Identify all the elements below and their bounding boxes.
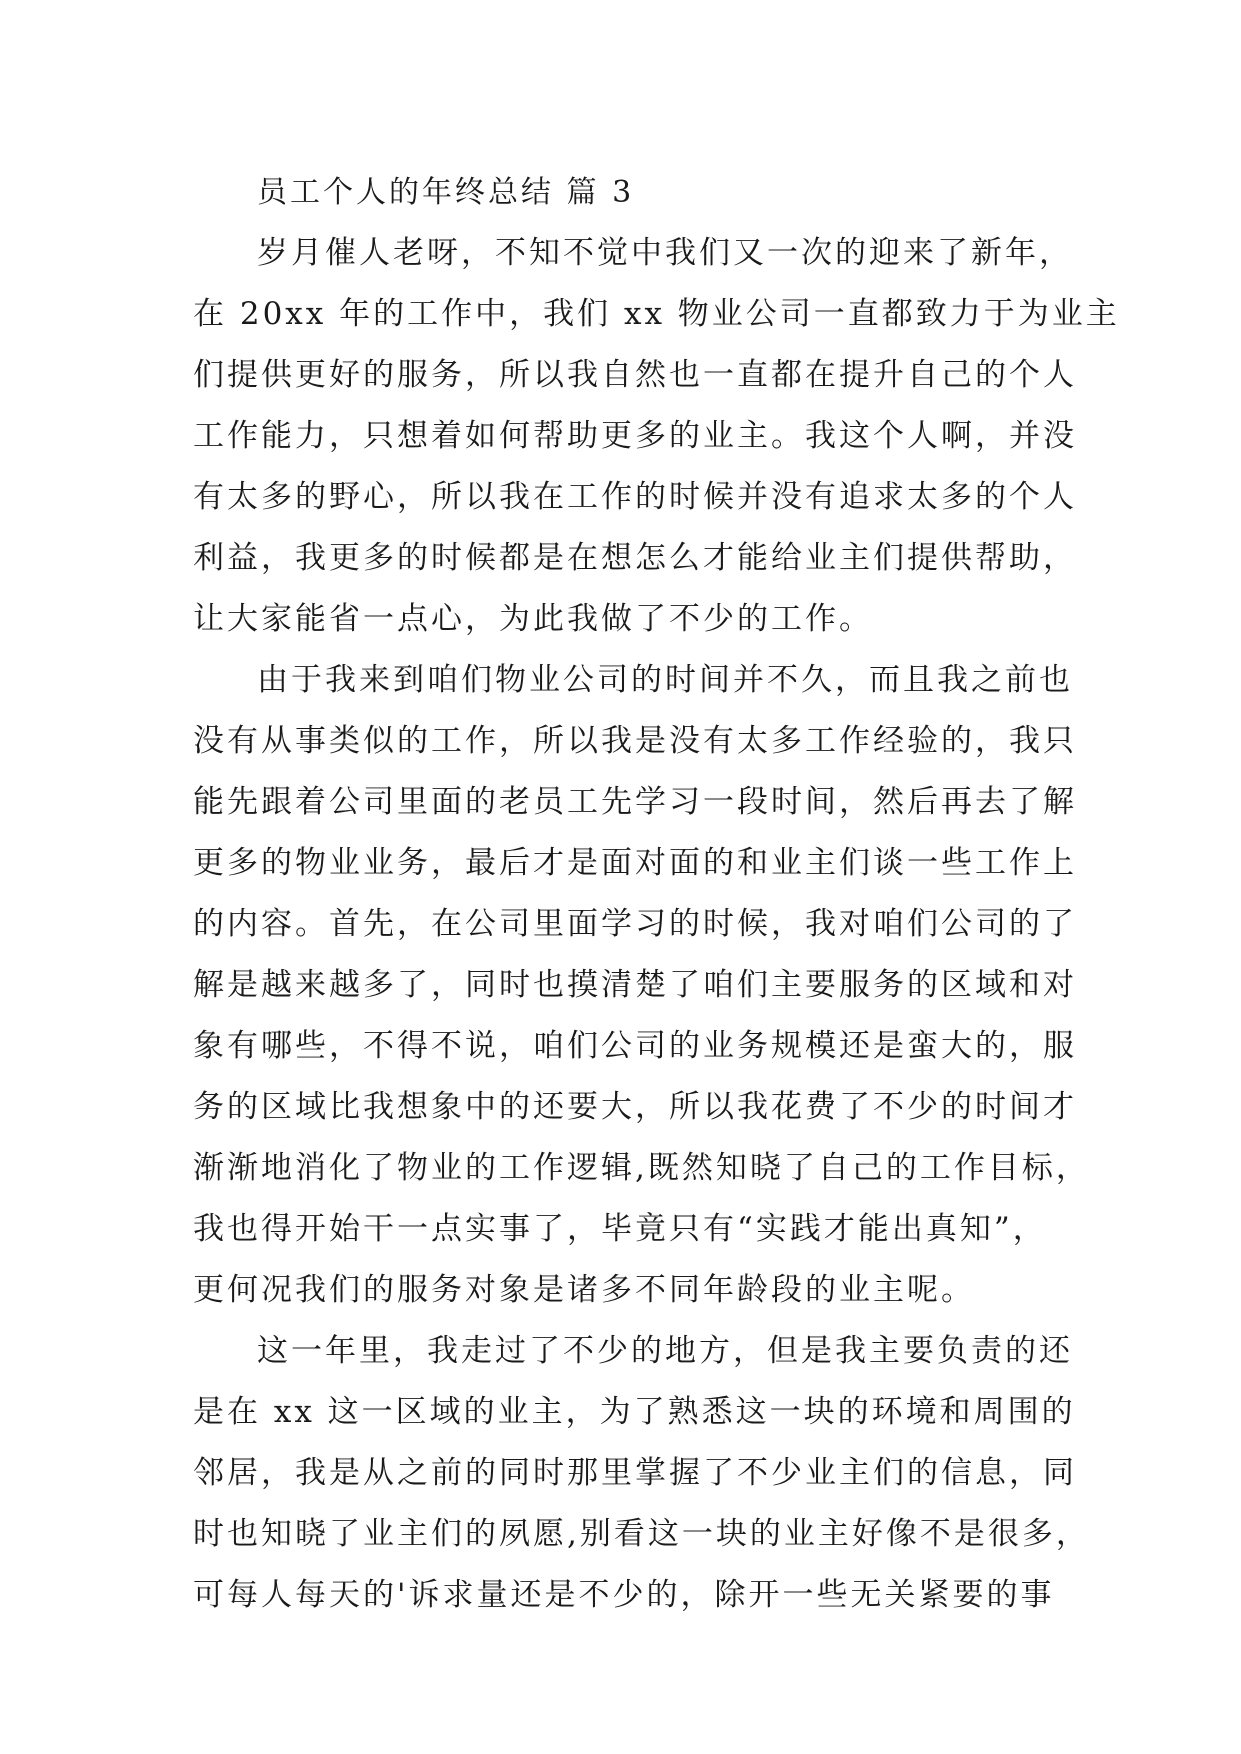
text-line: 解是越来越多了，同时也摸清楚了咱们主要服务的区域和对 xyxy=(193,967,1077,1003)
text-line: 没有从事类似的工作，所以我是没有太多工作经验的，我只 xyxy=(193,723,1077,759)
text-line: 有太多的野心，所以我在工作的时候并没有追求太多的个人 xyxy=(193,479,1077,515)
text-line: 能先跟着公司里面的老员工先学习一段时间，然后再去了解 xyxy=(193,784,1077,820)
text-line: 渐渐地消化了物业的工作逻辑,既然知晓了自己的工作目标， xyxy=(193,1150,1090,1186)
text-line: 象有哪些，不得不说，咱们公司的业务规模还是蛮大的，服 xyxy=(193,1028,1077,1064)
text-line: 务的区域比我想象中的还要大，所以我花费了不少的时间才 xyxy=(193,1089,1077,1125)
paragraph-2 xyxy=(193,650,1090,1321)
text-line: 让大家能省一点心，为此我做了不少的工作。 xyxy=(193,601,873,637)
text-line: 更何况我们的服务对象是诸多不同年龄段的业主呢。 xyxy=(193,1272,975,1308)
text-line: 这一年里，我走过了不少的地方，但是我主要负责的还 xyxy=(257,1333,1073,1369)
text-line: 邻居，我是从之前的同时那里掌握了不少业主们的信息，同 xyxy=(193,1455,1077,1491)
paragraph-1 xyxy=(193,223,1120,650)
text-line: 工作能力，只想着如何帮助更多的业主。我这个人啊，并没 xyxy=(193,418,1077,454)
text-line: 是在 xx 这一区域的业主，为了熟悉这一块的环境和周围的 xyxy=(193,1394,1076,1430)
text-line: 岁月催人老呀，不知不觉中我们又一次的迎来了新年， xyxy=(257,235,1073,271)
document-title: 员工个人的年终总结 篇 3 xyxy=(257,175,635,210)
document-body xyxy=(193,162,1120,1626)
text-line: 的内容。首先，在公司里面学习的时候，我对咱们公司的了 xyxy=(193,906,1077,942)
text-line: 在 20xx 年的工作中，我们 xx 物业公司一直都致力于为业主 xyxy=(193,296,1120,332)
text-line: 们提供更好的服务，所以我自然也一直都在提升自己的个人 xyxy=(193,357,1077,393)
text-line: 可每人每天的'诉求量还是不少的，除开一些无关紧要的事 xyxy=(193,1577,1055,1613)
text-line: 利益，我更多的时候都是在想怎么才能给业主们提供帮助， xyxy=(193,540,1077,576)
paragraph-3 xyxy=(193,1321,1090,1626)
text-line: 由于我来到咱们物业公司的时间并不久，而且我之前也 xyxy=(257,662,1073,698)
text-line: 更多的物业业务，最后才是面对面的和业主们谈一些工作上 xyxy=(193,845,1077,881)
text-line: 我也得开始干一点实事了，毕竟只有“实践才能出真知”， xyxy=(193,1211,1047,1247)
text-line: 时也知晓了业主们的夙愿,别看这一块的业主好像不是很多， xyxy=(193,1516,1090,1552)
